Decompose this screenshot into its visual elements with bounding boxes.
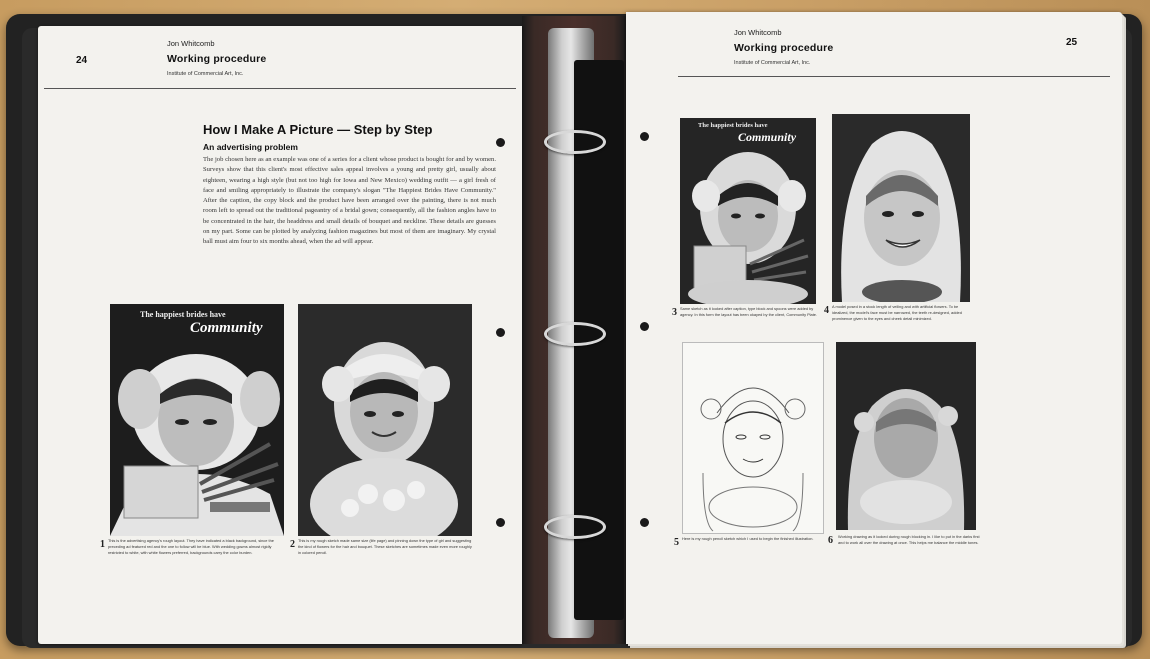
figure-1-slogan-line1: The happiest brides have bbox=[140, 310, 226, 319]
punch-hole bbox=[640, 132, 649, 141]
header-title: Working procedure bbox=[734, 42, 834, 54]
figure-1-caption: This is the advertising agency's rough layout. They have indicated a black background, since the preceding ad featured red and the one to follow will be blue. With wedding gowns almost rigidly restricted to white, with white flowers preferred, backgrounds carry the color burden. bbox=[108, 538, 274, 555]
header-author: Jon Whitcomb bbox=[734, 28, 782, 37]
header-title: Working procedure bbox=[167, 53, 267, 65]
binder-ring-top bbox=[544, 130, 606, 154]
punch-hole bbox=[496, 518, 505, 527]
article-title: How I Make A Picture — Step by Step bbox=[203, 122, 433, 137]
article-body: The job chosen here as an example was one of a series for a client whose product is bought for and by women. Surveys show that this client's most effective sales appeal involves a young and pretty girl, usually about eighteen, wearing a high style (but not too high for Iowa and New Mexico) wedding outfit — a girl fresh of face and smiling appropriately to illustrate the company's slogan "The Happiest Brides Have Community." After the caption, the copy block and the product have been arranged over the painting, there is not much room left to spread out the traditional pageantry of a bridal gown; consequently, all the fashion angles have to be concentrated in the hair, the headdress and small details of bouquet and neckline. These details are guesses on my part. Some can be plotted by analyzing fashion magazines but most of them are imaginary. My crystal ball must aim four to six months ahead, when the ad will appear. bbox=[203, 156, 496, 246]
header-rule bbox=[44, 88, 516, 89]
figure-3-caption: Same sketch as it looked after caption, type block and spoons were added by agency. In this form the layout has been okayed by the client, Community Plate. bbox=[680, 306, 818, 317]
figure-2-image bbox=[298, 304, 472, 536]
header-author: Jon Whitcomb bbox=[167, 39, 215, 48]
right-page bbox=[626, 12, 1122, 644]
header-institution: Institute of Commercial Art, Inc. bbox=[167, 71, 244, 77]
header-rule bbox=[678, 76, 1110, 77]
figure-1-slogan-line2: Community bbox=[190, 320, 263, 336]
figure-5-number: 5 bbox=[674, 537, 679, 548]
binder-ring-bottom bbox=[544, 515, 606, 539]
figure-4-number: 4 bbox=[824, 305, 829, 316]
figure-6-caption: Working drawing as it looked during rough blocking in. I like to put in the darks first and to work all over the drawing at once. This helps me balance the middle tones. bbox=[838, 534, 980, 545]
figure-3-slogan-line2: Community bbox=[738, 130, 797, 144]
punch-hole bbox=[640, 322, 649, 331]
figure-3-number: 3 bbox=[672, 307, 677, 318]
page-number: 24 bbox=[76, 55, 88, 66]
page-number: 25 bbox=[1066, 37, 1078, 48]
figure-1-number: 1 bbox=[100, 539, 105, 550]
figure-5-image bbox=[682, 342, 824, 534]
figure-3-slogan-line1: The happiest brides have bbox=[698, 122, 768, 129]
figure-6-image bbox=[836, 342, 976, 530]
figure-2-caption: This is my rough sketch made same size (life page) and pinning down the type of girl and suggesting the kind of flowers for the hair and bouquet. These sketches are sometimes made even more roughly in colored pencil. bbox=[298, 538, 472, 555]
punch-hole bbox=[496, 328, 505, 337]
figure-2-number: 2 bbox=[290, 539, 295, 550]
left-page bbox=[38, 26, 522, 644]
punch-hole bbox=[496, 138, 505, 147]
punch-hole bbox=[640, 518, 649, 527]
figure-1-image bbox=[110, 304, 284, 536]
figure-4-image bbox=[832, 114, 970, 302]
figure-3-image bbox=[680, 118, 816, 304]
figure-4-caption: A model posed in a stock length of veiling and with artificial flowers. To be idealized, the model's face must be narrowed, the teeth re-designed, added prominence given to the eyes and cheek detail minimized. bbox=[832, 304, 962, 321]
figure-6-number: 6 bbox=[828, 535, 833, 546]
figure-5-caption: Here is my rough pencil sketch which I used to begin the finished illustration. bbox=[682, 536, 814, 541]
binder-ring-middle bbox=[544, 322, 606, 346]
article-subtitle: An advertising problem bbox=[203, 142, 298, 152]
header-institution: Institute of Commercial Art, Inc. bbox=[734, 60, 811, 66]
